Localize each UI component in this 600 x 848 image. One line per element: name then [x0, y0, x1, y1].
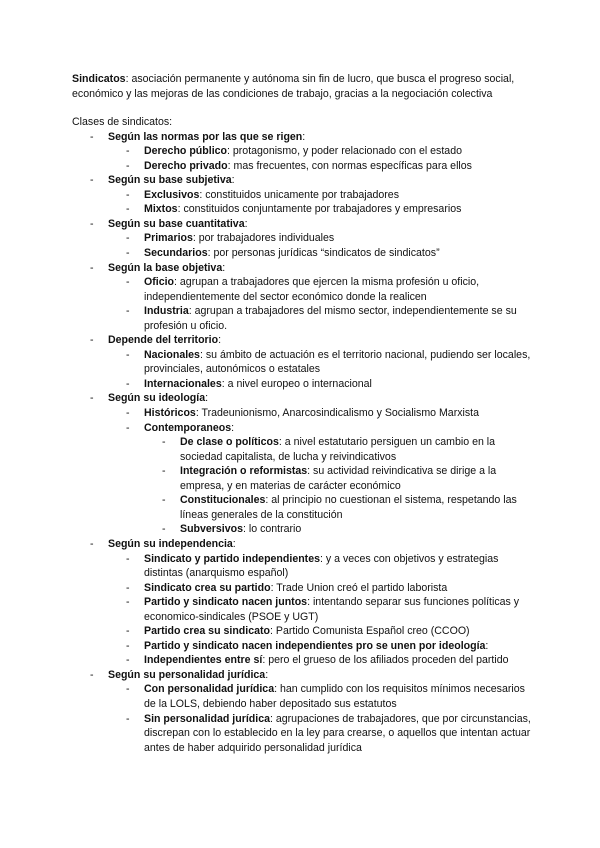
subcategory-list — [108, 275, 532, 333]
subcategory-item — [108, 231, 532, 246]
subcategory-text: : — [231, 421, 235, 434]
subcategory-item — [108, 304, 532, 333]
subcategory-term: Derecho público — [144, 145, 227, 158]
subcategory-item — [108, 653, 532, 668]
subcategory-item — [108, 275, 532, 304]
bullet-dash: - — [162, 465, 166, 478]
subcategory-item — [108, 639, 532, 654]
subcategory-list — [108, 682, 532, 755]
subsubcategory-text: : al principio no cuestionan el sistema, respetando las líneas generales de la constitución — [180, 494, 517, 521]
subcategory-list — [108, 406, 532, 537]
bullet-dash: - — [126, 276, 130, 289]
subsubcategory-item — [144, 522, 532, 537]
subcategory-text: : mas frecuentes, con normas específicas para ellos — [227, 159, 472, 172]
subcategory-term: Contemporaneos — [144, 421, 232, 434]
subcategory-text: : constituidos unicamente por trabajadores — [199, 188, 399, 201]
category-title: Según su base cuantitativa — [108, 217, 245, 230]
subcategory-item — [108, 348, 532, 377]
subsubcategory-item — [144, 493, 532, 522]
subsubcategory-text: : lo contrario — [243, 523, 302, 536]
subsubcategory-item — [144, 464, 532, 493]
subcategory-list — [108, 231, 532, 260]
subcategory-item — [108, 421, 532, 537]
subcategory-term: Con personalidad jurídica — [144, 683, 275, 696]
subcategory-list — [108, 552, 532, 668]
bullet-dash: - — [126, 247, 130, 260]
bullet-dash: - — [126, 581, 130, 594]
bullet-dash: - — [90, 130, 94, 143]
category-item — [72, 391, 532, 536]
category-colon: : — [218, 334, 222, 347]
subcategory-text: : agrupaciones de trabajadores, que por circunstancias, discrepan con lo establecido en la ley para crearse, o aquellos que intentan actuar antes de haber adquirido personalidad jurídica — [144, 712, 531, 754]
category-item — [72, 173, 532, 217]
subcategory-list — [108, 144, 532, 173]
subcategory-text: : han cumplido con los requisitos mínimos necesarios de la LOLS, debiendo haber depositado sus estatutos — [144, 683, 525, 710]
category-colon: : — [222, 261, 226, 274]
subsubcategory-term: De clase o políticos — [180, 436, 279, 449]
subcategory-list — [108, 188, 532, 217]
category-item — [72, 261, 532, 334]
category-item — [72, 217, 532, 261]
subcategory-term: Partido y sindicato nacen independientes pro se unen por ideología — [144, 639, 486, 652]
bullet-dash: - — [90, 334, 94, 347]
bullet-dash: - — [162, 494, 166, 507]
subcategory-term: Nacionales — [144, 348, 200, 361]
bullet-dash: - — [162, 523, 166, 536]
subcategory-text: : protagonismo, y poder relacionado con el estado — [227, 145, 462, 158]
bullet-dash: - — [162, 436, 166, 449]
subcategory-text: : Trade Union creó el partido laborista — [270, 581, 448, 594]
subcategory-item — [108, 159, 532, 174]
subcategory-text: : Partido Comunista Español creo (CCOO) — [270, 625, 470, 638]
subsubcategory-item — [144, 435, 532, 464]
category-item — [72, 333, 532, 391]
bullet-dash: - — [126, 348, 130, 361]
subcategory-text: : — [485, 639, 489, 652]
bullet-dash: - — [126, 232, 130, 245]
subcategory-item — [108, 682, 532, 711]
subcategory-term: Primarios — [144, 232, 193, 245]
subsubcategory-term: Integración o reformistas — [180, 465, 308, 478]
subcategory-term: Mixtos — [144, 203, 178, 216]
bullet-dash: - — [90, 217, 94, 230]
category-item — [72, 130, 532, 174]
subcategory-term: Partido crea su sindicato — [144, 625, 270, 638]
category-colon: : — [265, 668, 269, 681]
bullet-dash: - — [126, 639, 130, 652]
category-colon: : — [205, 392, 209, 405]
bullet-dash: - — [126, 145, 130, 158]
category-title: Según su independencia — [108, 537, 233, 550]
category-title: Según su base subjetiva — [108, 174, 232, 187]
bullet-dash: - — [90, 668, 94, 681]
subcategory-term: Industria — [144, 305, 189, 318]
category-title: Según su ideología — [108, 392, 206, 405]
subsubcategory-term: Constitucionales — [180, 494, 266, 507]
bullet-dash: - — [126, 188, 130, 201]
category-title: Según las normas por las que se rigen — [108, 130, 303, 143]
subsubcategory-list — [144, 435, 532, 537]
subcategory-text: : pero el grueso de los afiliados proceden del partido — [262, 654, 509, 667]
subcategory-text: : por trabajadores individuales — [192, 232, 335, 245]
subcategory-term: Históricos — [144, 407, 196, 420]
subcategory-term: Exclusivos — [144, 188, 200, 201]
subcategory-item — [108, 202, 532, 217]
category-title: Según la base objetiva — [108, 261, 223, 274]
subsubcategory-text: : a nivel estatutario persiguen un cambio en la sociedad capitalista, de lucha y reivindicativos — [180, 436, 496, 463]
category-colon: : — [244, 217, 248, 230]
bullet-dash: - — [126, 712, 130, 725]
bullet-dash: - — [126, 159, 130, 172]
classes-heading: Clases de sindicatos: — [72, 116, 173, 129]
bullet-dash: - — [90, 261, 94, 274]
subcategory-text: : intentando separar sus funciones políticas y economico-sindicales (PSOE y UGT) — [144, 596, 520, 623]
category-colon: : — [232, 537, 236, 550]
bullet-dash: - — [126, 552, 130, 565]
subcategory-item — [108, 188, 532, 203]
subcategory-text: : agrupan a trabajadores del mismo sector, independientemente se su profesión u oficio. — [144, 305, 517, 332]
subcategory-term: Secundarios — [144, 247, 208, 260]
bullet-dash: - — [126, 683, 130, 696]
subcategory-text: : constituidos conjuntamente por trabajadores y empresarios — [177, 203, 462, 216]
subcategory-text: : su ámbito de actuación es el territorio nacional, pudiendo ser locales, provinciales, autonómicos o estatales — [144, 348, 531, 376]
subcategory-term: Sin personalidad jurídica — [144, 712, 270, 725]
bullet-dash: - — [126, 407, 130, 420]
category-item — [72, 537, 532, 668]
bullet-dash: - — [126, 596, 130, 609]
subcategory-term: Sindicato y partido independientes — [144, 552, 320, 565]
subcategory-text: : a nivel europeo o internacional — [221, 377, 372, 390]
subcategory-item — [108, 246, 532, 261]
document-page — [72, 72, 532, 755]
bullet-dash: - — [126, 377, 130, 390]
subcategory-term: Partido y sindicato nacen juntos — [144, 596, 308, 609]
bullet-dash: - — [90, 174, 94, 187]
intro-text: : asociación permanente y autónoma sin fin de lucro, que busca el progreso social, económico y las mejoras de las condiciones de trabajo, gracias a la negociación colectiva — [72, 73, 515, 100]
bullet-dash: - — [126, 654, 130, 667]
subcategory-text: : Tradeunionismo, Anarcosindicalismo y Socialismo Marxista — [195, 407, 480, 420]
category-colon: : — [231, 174, 235, 187]
subcategory-item — [108, 595, 532, 624]
subcategory-item — [108, 624, 532, 639]
category-item — [72, 668, 532, 755]
subcategory-term: Sindicato crea su partido — [144, 581, 271, 594]
subcategory-item — [108, 552, 532, 581]
subcategory-term: Independientes entre sí — [144, 654, 263, 667]
bullet-dash: - — [126, 203, 130, 216]
category-title: Depende del territorio — [108, 334, 219, 347]
intro-term: Sindicatos — [72, 73, 126, 85]
bullet-dash: - — [126, 305, 130, 318]
bullet-dash: - — [126, 421, 130, 434]
subcategory-text: : por personas jurídicas “sindicatos de sindicatos” — [207, 247, 440, 260]
bullet-dash: - — [90, 392, 94, 405]
subcategory-list — [108, 348, 532, 392]
classes-list — [72, 130, 532, 756]
bullet-dash: - — [90, 537, 94, 550]
subcategory-term: Internacionales — [144, 377, 222, 390]
intro-paragraph — [72, 72, 532, 101]
subcategory-item — [108, 406, 532, 421]
subcategory-term: Oficio — [144, 276, 175, 289]
subsubcategory-term: Subversivos — [180, 523, 244, 536]
subsubcategory-text: : su actividad reivindicativa se dirige a la empresa, y en materias de carácter económico — [180, 465, 497, 492]
subcategory-text: : y a veces con objetivos y estrategias distintas (anarquismo español) — [144, 552, 499, 580]
subcategory-item — [108, 581, 532, 596]
subcategory-item — [108, 712, 532, 756]
subcategory-item — [108, 377, 532, 392]
subcategory-term: Derecho privado — [144, 159, 228, 172]
bullet-dash: - — [126, 625, 130, 638]
category-title: Según su personalidad jurídica — [108, 668, 266, 681]
subcategory-item — [108, 144, 532, 159]
subcategory-text: : agrupan a trabajadores que ejercen la misma profesión u oficio, independientemente del sector económico donde la realicen — [144, 276, 480, 303]
category-colon: : — [302, 130, 306, 143]
